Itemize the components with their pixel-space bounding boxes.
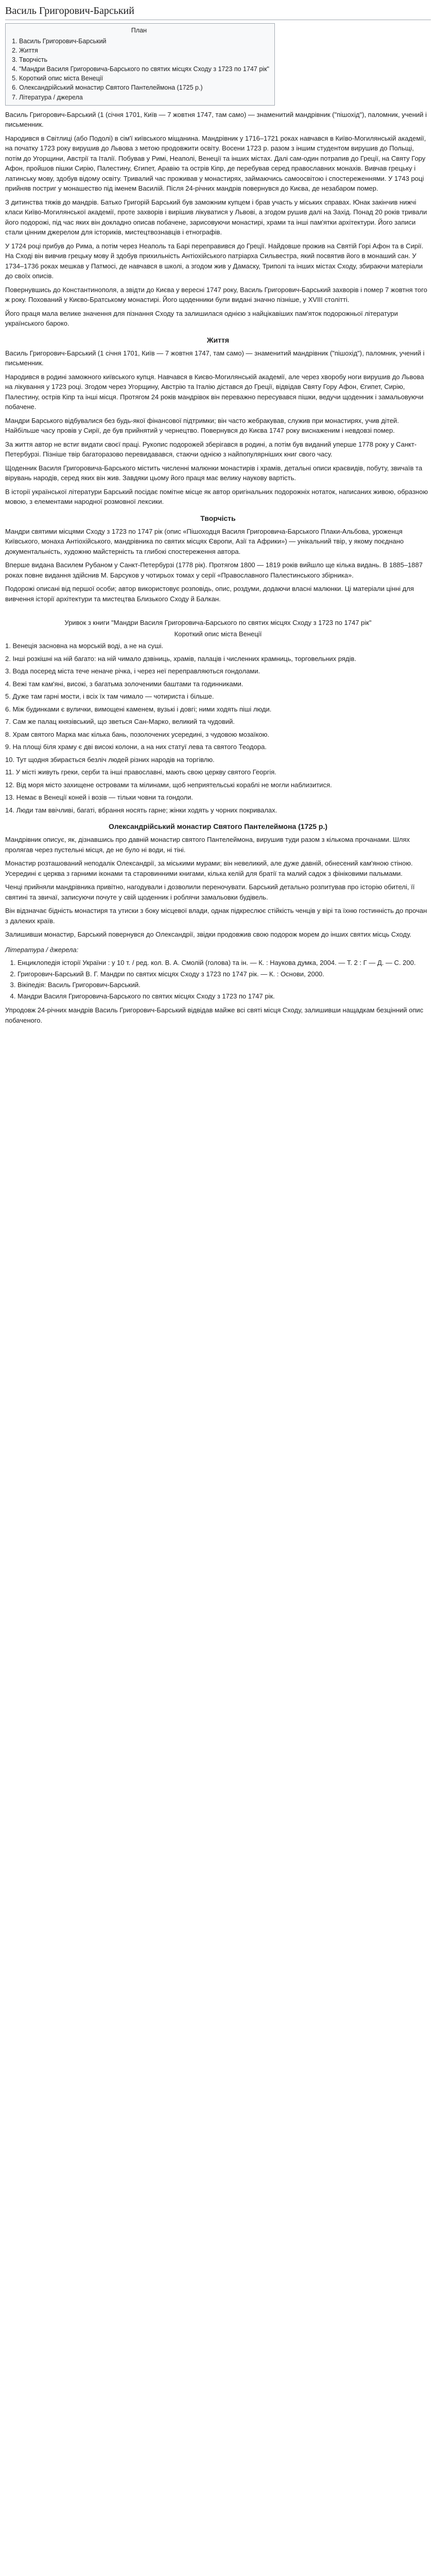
paragraph: З дитинства тяжів до мандрів. Батько Григорій Барський був заможним купцем і брав участь у міських справах. Юнак закінчив нижчі класи Київо-Могилянської академії, проте захворів і вирішив лікуватися у Львові, а згодом рушив далі на Захід. Понад 20 років тривали його подорожі, під час яких він докладно описав побачене, зарисовуючи монастирі, храми та інші пам'ятки архітектури. Його записи стали цінним джерелом для істориків, мистецтвознавців і етнографів. (5, 198, 427, 236)
toc-item[interactable]: 2. Життя (19, 46, 269, 55)
section-life (5, 335, 431, 507)
section-heading: Життя (206, 335, 230, 344)
paragraph: Подорожі описані від першої особи; автор використовує розповідь, опис, роздуми, додаючи власні малюнки. Ці матеріали цінні для вивчення історії архітектури та мистецтва Близького Сходу й Балкан. (5, 585, 414, 603)
footer-note: Упродовж 24-річних мандрів Василь Григорович-Барський відвідав майже всі святі місця Сходу, залишивши нащадкам безцінний опис побаченого. (5, 1006, 424, 1024)
poem-block (5, 618, 431, 815)
excerpt-line: 4. Вежі там кам'яні, високі, з багатьма золоченими баштами та годинниками. (5, 680, 243, 688)
excerpt-line: 1. Венеція засновна на морській воді, а не на суші. (5, 642, 164, 650)
intro-block (5, 110, 431, 329)
paragraph: Народився в Світлиці (або Подолі) в сім'ї київського міщанина. Мандрівник у 1716–1721 роках навчався в Київо-Могилянській академії, на початку 1723 року вирушив до Львова з метою продовжити освіту. Восени 1723 р. разом з іншим студентом вирушив до Польщі, потім до Угорщини, Австрії та Італії. Побував у Римі, Неаполі, Венеції та інших містах. Далі сам-один потрапив до Греції, на Святу Гору Афон, пройшов пішки Сирію, Палестину, Єгипет, Аравію та острів Кіпр, де перебував серед православних монахів. Вивчав грецьку і латинську мову, здобув відому освіту. Тривалий час проживав у монастирях, займаючись самоосвітою і спостереженнями. У 1743 році прийняв постриг у монашество під іменем Василій. Після 24-річних мандрів повернувся до Києва, де незабаром помер. (5, 134, 426, 193)
paragraph: За життя автор не встиг видати своєї праці. Рукопис подорожей зберігався в родині, а потім був виданий уперше 1778 року у Санкт-Петербурзі. Пізніше твір багаторазово перевидавався, стаючи однією з найпопулярніших книг свого часу. (5, 440, 417, 459)
paragraph: Щоденник Василя Григоровича-Барського містить численні малюнки монастирів і храмів, детальні описи краєвидів, побуту, звичаїв та вірувань народів, серед яких він жив. Завдяки цьому його праця має велику наукову вартість. (5, 464, 423, 482)
toc-item[interactable]: 6. Олександрійський монастир Святого Пантелеймона (1725 р.) (19, 83, 269, 92)
paragraph: Мандрівник описує, як, дізнавшись про давній монастир святого Пантелеймона, вирушив туди разом з кількома прочанами. Шлях пролягав через пустельні місця, де не було ні води, ні тіні. (5, 836, 410, 854)
toc-item[interactable]: 3. Творчість (19, 55, 269, 64)
paragraph: Ченці прийняли мандрівника привітно, нагодували і дозволили переночувати. Барський детально розпитував про історію обителі, її святині та звичаї, записуючи почуте у свій щоденник і роблячи замальовки будівель. (5, 883, 415, 901)
toc-item[interactable]: 5. Короткий опис міста Венеції (19, 74, 269, 83)
section-heading: Олександрійський монастир Святого Пантелеймона (1725 р.) (108, 822, 328, 831)
excerpt-line: 7. Сам же палац князівський, що зветься Сан-Марко, великий та чудовий. (5, 718, 235, 726)
excerpt-line: 11. У місті живуть греки, серби та інші православні, мають свою церкву святого Георгія. (5, 768, 276, 776)
paragraph: Василь Григорович-Барський (1 січня 1701, Київ — 7 жовтня 1747, там само) — знаменитий мандрівник ("пішохід"), паломник, учений і письменник. (5, 349, 425, 367)
paragraph: Вперше видана Василем Рубаном у Санкт-Петербурзі (1778 рік). Протягом 1800 — 1819 років вийшло ще кілька видань. В 1885–1887 роках повне видання здійснив М. Барсуков у чотирьох томах у серії «Православного Палестинського збірника». (5, 561, 423, 579)
sources-list (5, 958, 431, 1001)
paragraph: Він відзначає бідність монастиря та утиски з боку місцевої влади, однак підкреслює стійкість ченців у вірі та їхню гостинність до прочан з далеких країв. (5, 907, 427, 925)
excerpt-line: 14. Люди там ввічливі, багаті, вбрання носять гарне; жінки ходять у чорних покривалах. (5, 806, 277, 814)
paragraph: Мандри Барського відбувалися без будь-якої фінансової підтримки; він часто жебракував, служив при монастирях, учив дітей. Найбільше часу провів у Сирії, де був прийнятий у чернецтво. Повернувся до Києва 1747 року виснаженим і невдовзі помер. (5, 416, 399, 435)
paragraph: В історії української літератури Барський посідає помітне місце як автор оригінальних подорожніх нотаток, написаних живою, образною мовою, з елементами народної розмовної лексики. (5, 487, 428, 506)
toc-item[interactable]: 4. "Мандри Василя Григоровича-Барського по святих місцях Сходу з 1723 по 1747 рік" (19, 64, 269, 74)
paragraph: Його праця мала велике значення для пізнання Сходу та залишилася однією з найцікавіших пам'яток подорожньої літератури українського бароко. (5, 309, 398, 328)
spacer (5, 607, 431, 615)
excerpt-line: 10. Тут щодня збирається безліч людей різних народів на торгівлю. (5, 755, 215, 764)
source-item: 2. Григорович-Барський В. Г. Мандри по святих місцях Сходу з 1723 по 1747 рік. — К. : Основи, 2000. (18, 969, 431, 979)
section-monastery (5, 821, 431, 940)
excerpt-line: 12. Від моря місто захищене островами та мілинами, щоб неприятельські кораблі не могли наблизитися. (5, 781, 332, 789)
excerpt-line: 3. Вода посеред міста тече неначе річка, і через неї переправляються гондолами. (5, 667, 260, 675)
paragraph: Монастир розташований неподалік Олександрії, за міськими мурами; він невеликий, але дуже давній, обнесений кам'яною стіною. Усередині є церква з гарними іконами та старовинними книгами, кілька келій для братії та малий садок з фініковими пальмами. (5, 859, 413, 877)
excerpt-line: 5. Дуже там гарні мости, і всіх їх там чимало — чотириста і більше. (5, 692, 214, 701)
paragraph: Василь Григорович-Барський (1 (січня 1701, Київ — 7 жовтня 1747, там само) — знаменитий мандрівник ("пішохід"), паломник, учений і письменник. (5, 110, 427, 129)
document-page (0, 0, 436, 1039)
toc-title: План (131, 27, 147, 34)
excerpt-line: 6. Між будинками є вулички, вимощені каменем, вузькі і довгі; ними ходять піші люди. (5, 705, 272, 713)
section-works (5, 513, 431, 604)
paragraph: Мандри святими місцями Сходу з 1723 по 1747 рік (опис «Пішоходця Василя Григоровича-Барського Плаки-Альбова, уроженця Київського, монаха Антіохійського, мандрівника по святих місцях Європи, Азії та Африки») — унікальний твір, у якому поєднано документальність, художню майстерність та глибокі спостереження автора. (5, 527, 404, 555)
sources-label: Література / джерела: (5, 945, 79, 954)
source-item: 3. Вікіпедія: Василь Григорович-Барський. (18, 980, 431, 990)
excerpt-subtitle: Короткий опис міста Венеції (174, 630, 262, 638)
source-item: 1. Енциклопедія історії України : у 10 т. / ред. кол. В. А. Смолій (голова) та ін. — К. : Наукова думка, 2004. — Т. 2 : Г — Д. — С. 200. (18, 958, 431, 968)
sources-block (5, 945, 431, 1002)
toc-list (9, 37, 269, 102)
excerpt-lines (5, 641, 431, 815)
source-item: 4. Мандри Василя Григоровича-Барського по святих місцях Сходу з 1723 по 1747 рік. (18, 991, 431, 1002)
paragraph: Народився в родині заможного київського купця. Навчався в Києво-Могилянській академії, але через хворобу ноги вирушив до Львова на лікування у 1723 році. Згодом через Угорщину, Австрію та Італію дістався до Греції, відвідав Святу Гору Афон, Єгипет, Сирію, Палестину, острів Кіпр та інші місця. Протягом 24 років мандрівок він переважно пересувався пішки, ведучи щоденник і замальовуючи побачене. (5, 372, 424, 411)
document-title: Василь Григорович-Барський (5, 3, 431, 20)
toc-item[interactable]: 7. Література / джерела (19, 93, 269, 102)
toc-item[interactable]: 1. Василь Григорович-Барський (19, 37, 269, 46)
excerpt-line: 13. Немає в Венеції коней і возів — тільки човни та гондоли. (5, 793, 193, 802)
table-of-contents (5, 23, 275, 106)
paragraph: У 1724 році прибув до Рима, а потім через Неаполь та Барі переправився до Греції. Найдовше прожив на Святій Горі Афон та в Сирії. На Сході він вивчив грецьку мову й здобув прихильність Антіохійського патріарха Сильвестра, який посвятив його в монаший сан. У 1734–1736 роках мешкав у Патмосі, де навчався в школі, а згодом жив у Дамаску, Триполі та інших містах Сходу, збираючи матеріали до своїх описів. (5, 242, 424, 280)
excerpt-title: Уривок з книги "Мандри Василя Григоровича-Барського по святих місцях Сходу з 1723 по 1747 рік" (64, 619, 372, 627)
excerpt-line: 8. Храм святого Марка має кілька бань, позолочених усередині, з чудовою мозаїкою. (5, 730, 270, 738)
excerpt-line: 2. Інші розкішні на ній багато: на ній чимало дзвіниць, храмів, палаців і численних крамниць, торговельних рядів. (5, 654, 357, 663)
excerpt-line: 9. На площі біля храму є дві високі колони, а на них статуї лева та святого Теодора. (5, 743, 267, 751)
paragraph: Залишивши монастир, Барський повернувся до Олександрії, звідки продовжив свою подорож морем до інших святих місць Сходу. (5, 930, 412, 939)
section-heading: Творчість (200, 514, 236, 522)
paragraph: Повернувшись до Константинополя, а звідти до Києва у вересні 1747 року, Василь Григорович-Барський захворів і помер 7 жовтня того ж року. Похований у Києво-Братському монастирі. Його щоденники були видані значно пізніше, у XVIII столітті. (5, 285, 427, 304)
